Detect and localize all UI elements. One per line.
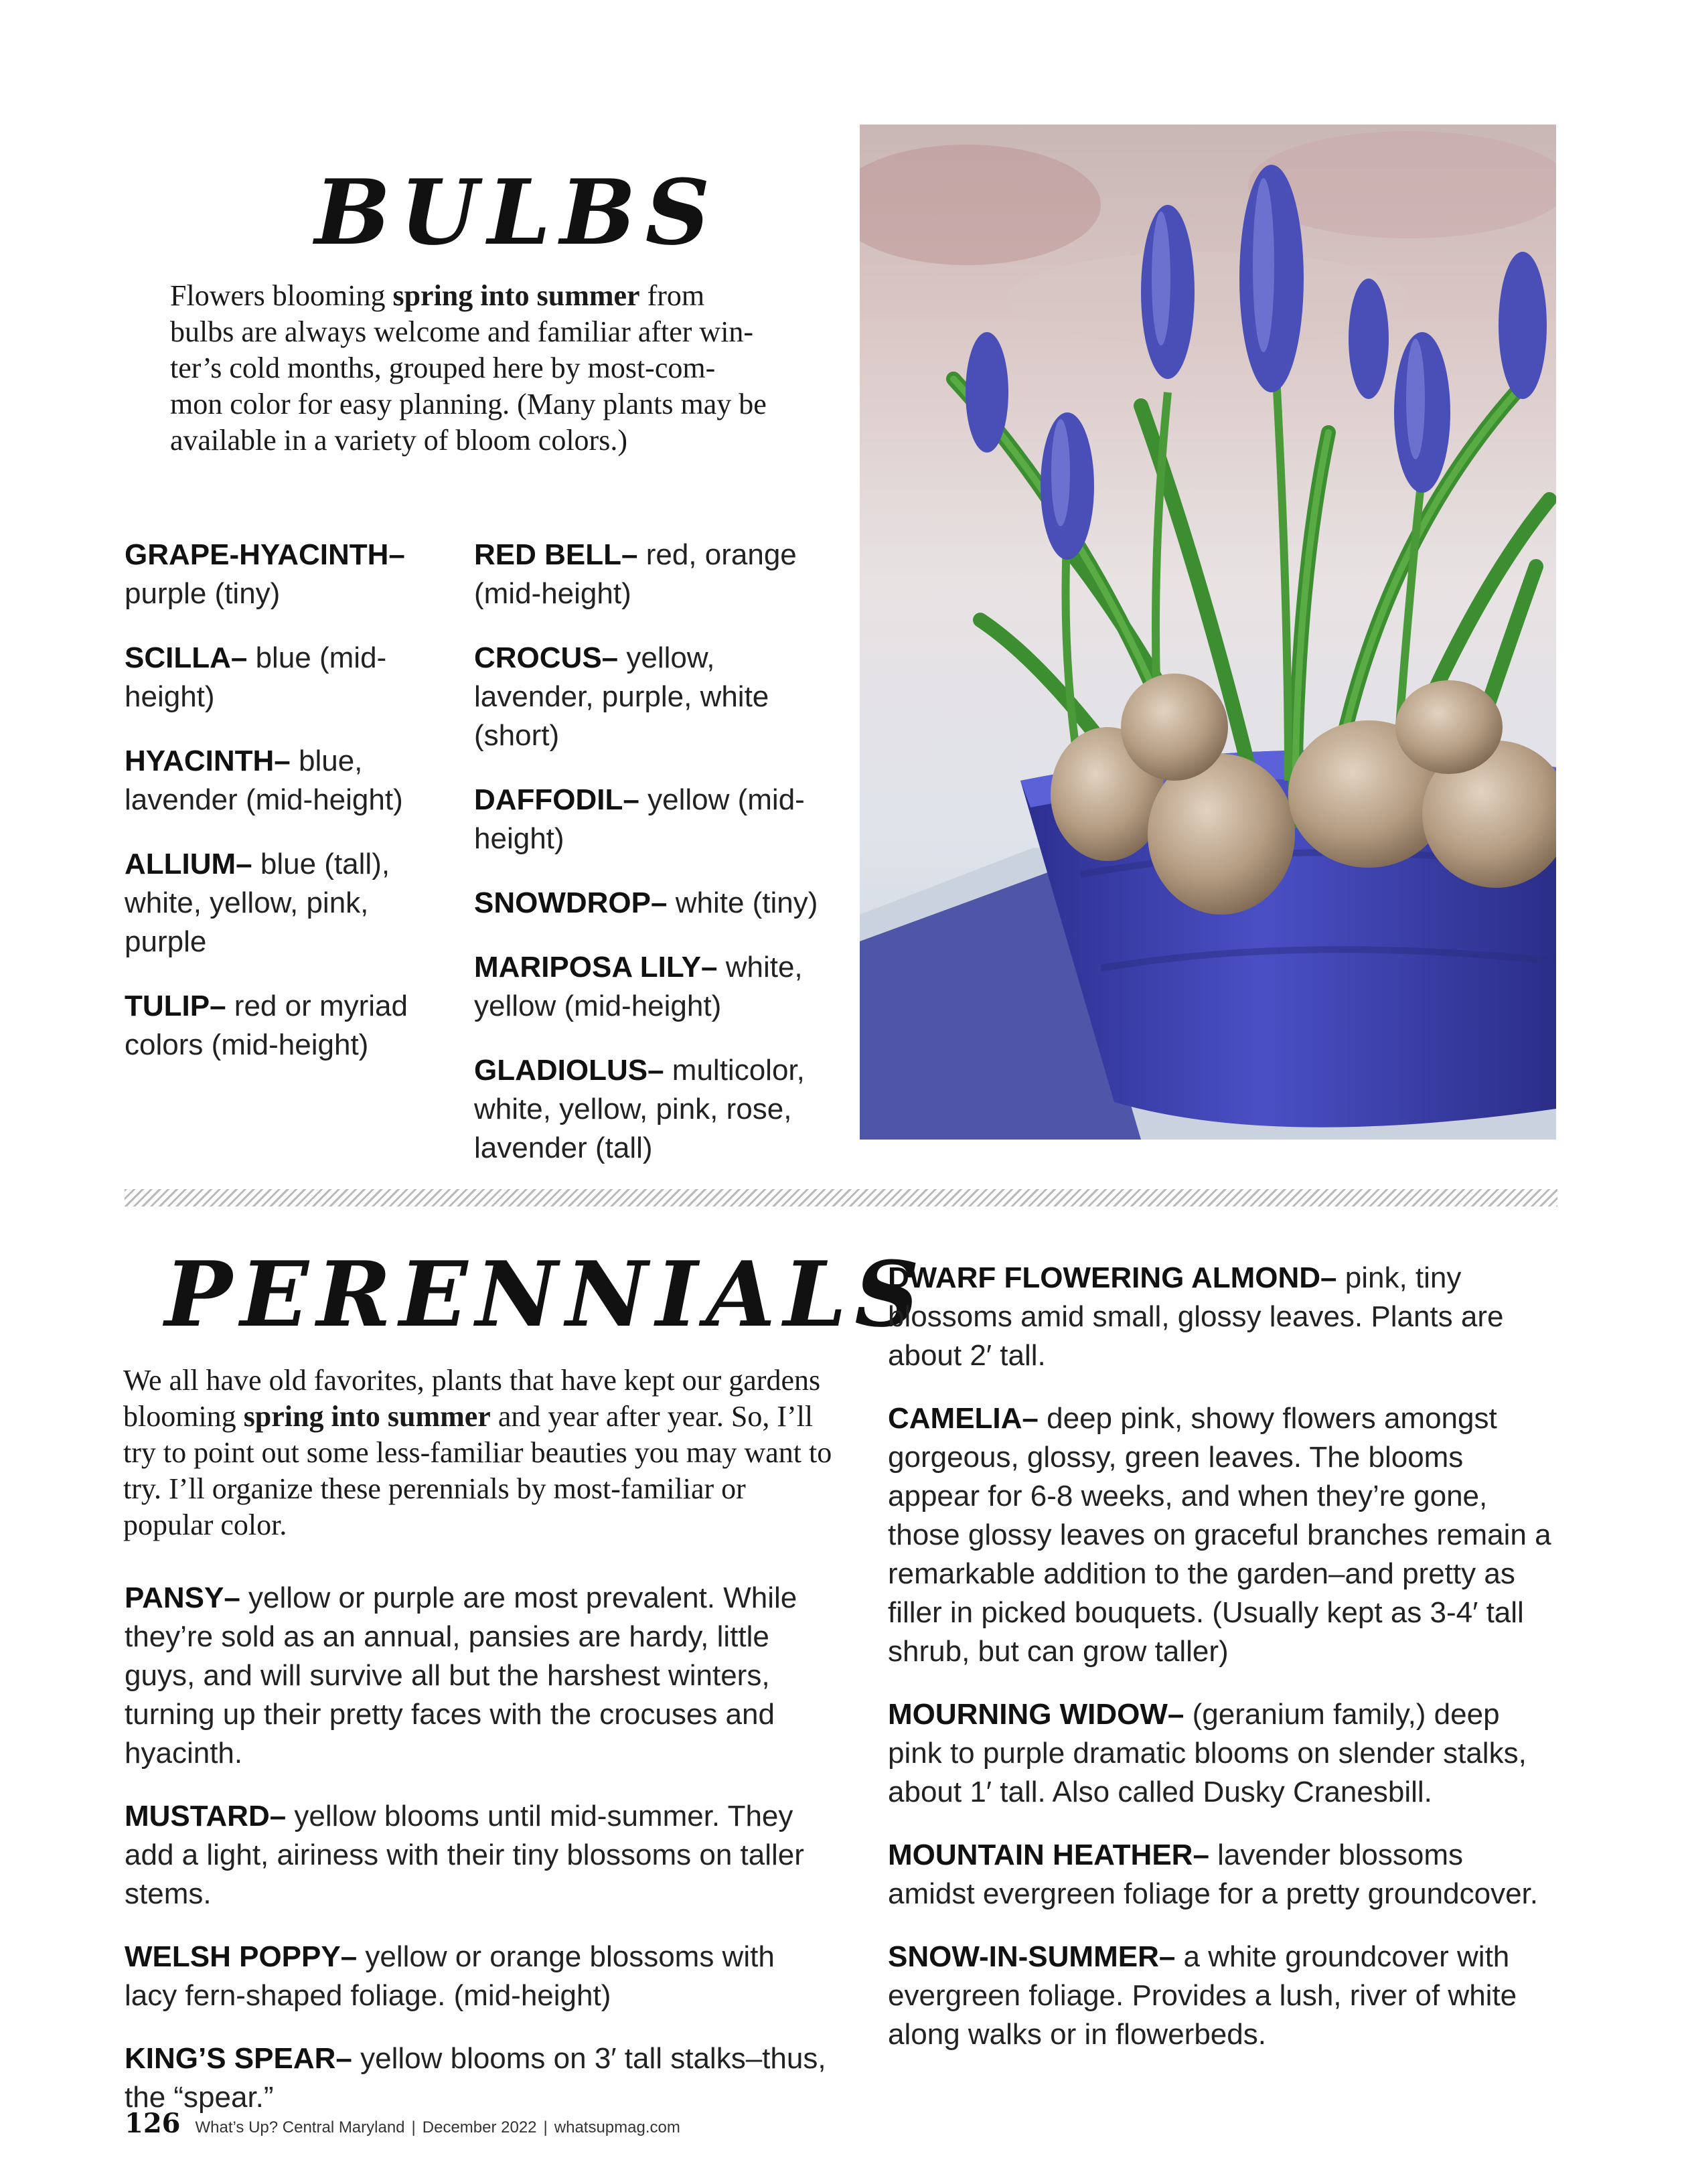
entry-name: MOURNING WIDOW–: [888, 1698, 1184, 1731]
entry-desc: yellow blooms until mid-summer. They add a light, airiness with their tiny blossoms on taller stems.: [125, 1800, 804, 1910]
perennial-entry-snow-in-summer: [888, 1938, 1557, 2054]
perennial-entry-dwarf-flowering-almond: [888, 1259, 1557, 1375]
perennials-intro-bold: spring into summer: [243, 1400, 491, 1433]
entry-desc: (geranium family,) deep pink to purple dramatic blooms on slender stalks, about 1′ tall. Also called Dusky Cranesbill.: [888, 1698, 1527, 1808]
entry-desc: multicolor, white, yellow, pink, rose, lavender (tall): [474, 1054, 805, 1164]
bulbs-list-right: [474, 536, 836, 1193]
entry-name: MOUNTAIN HEATHER–: [888, 1839, 1209, 1871]
website-link[interactable]: whatsupmag.com: [554, 2118, 680, 2136]
entry-desc: pink, tiny blossoms amid small, glossy leaves. Plants are about 2′ tall.: [888, 1261, 1504, 1372]
bulbs-intro-post: from bulbs are always welcome and familiar after win- ter’s cold months, grouped here by most-com- mon color for easy planning. (Many plants may be available in a variety of bloom colors.): [170, 279, 767, 457]
entry-name: MUSTARD–: [125, 1800, 287, 1832]
entry-desc: a white groundcover with evergreen foliage. Provides a lush, river of white along walks or in flowerbeds.: [888, 1940, 1517, 2051]
entry-name: CAMELIA–: [888, 1402, 1039, 1435]
entry-desc: blue (tall), white, yellow, pink, purple: [125, 848, 390, 958]
bulb-entry-red-bell: [474, 536, 836, 613]
bulbs-title: BULBS: [315, 159, 720, 265]
entry-name: SNOWDROP–: [474, 886, 668, 919]
entry-desc: red, orange (mid-height): [474, 538, 797, 610]
entry-desc: white (tiny): [667, 886, 818, 919]
footer-separator: |: [411, 2118, 416, 2136]
entry-name: RED BELL–: [474, 538, 638, 571]
bulb-entry-gladiolus: [474, 1051, 836, 1168]
perennials-list-left: [125, 1579, 834, 2141]
entry-desc: blue (mid-height): [125, 641, 387, 713]
entry-desc: deep pink, showy flowers amongst gorgeous, glossy, green leaves. The blooms appear for 6-8 weeks, and when they’re gone, those glossy leaves on graceful branches remain a remarkable addition to the garden–and pretty as filler in picked bouquets. (Usually kept as 3-4′ tall shrub, but can grow taller): [888, 1402, 1551, 1668]
entry-desc: purple (tiny): [125, 577, 281, 610]
entry-desc: red or myriad colors (mid-height): [125, 990, 408, 1061]
perennial-entry-pansy: [125, 1579, 834, 1773]
entry-name: SNOW-IN-SUMMER–: [888, 1940, 1176, 1973]
bulb-entry-scilla: [125, 639, 433, 716]
bulb-entry-snowdrop: [474, 884, 836, 923]
entry-name: HYACINTH–: [125, 745, 291, 777]
entry-name: WELSH POPPY–: [125, 1940, 358, 1973]
perennials-list-right: [888, 1259, 1557, 2078]
publication-name: What’s Up? Central Maryland: [195, 2118, 405, 2136]
entry-name: DAFFODIL–: [474, 783, 639, 816]
perennial-entry-camelia: [888, 1399, 1557, 1671]
bulb-entry-mariposa-lily: [474, 948, 836, 1026]
perennial-entry-welsh-poppy: [125, 1938, 834, 2015]
footer-separator: |: [543, 2118, 548, 2136]
entry-name: GLADIOLUS–: [474, 1054, 664, 1087]
entry-desc: yellow (mid-height): [474, 783, 805, 855]
entry-name: ALLIUM–: [125, 848, 252, 880]
bulb-entry-allium: [125, 845, 433, 961]
perennial-entry-mourning-widow: [888, 1695, 1557, 1812]
photo-illustration: [860, 125, 1556, 1140]
bulb-entry-tulip: [125, 987, 433, 1065]
entry-name: PANSY–: [125, 1581, 240, 1614]
entry-desc: white, yellow (mid-height): [474, 951, 803, 1022]
perennials-intro-pre: We all have old favorites, plants that have kept our gardens blooming: [123, 1364, 821, 1433]
entry-desc: lavender blossoms amidst evergreen foliage for a pretty groundcover.: [888, 1839, 1538, 1910]
entry-name: SCILLA–: [125, 641, 248, 674]
page-footer: [125, 2108, 680, 2139]
perennials-title: PERENNIALS: [165, 1241, 928, 1347]
perennials-intro-post: and year after year. So, I’ll try to point out some less-familiar beauties you may want to try. I’ll organize these perennials by most-familiar or popular color.: [123, 1400, 832, 1541]
perennials-intro: [123, 1362, 833, 1543]
bulbs-list-left: [125, 536, 433, 1090]
bulbs-intro: [170, 278, 773, 459]
bulb-entry-crocus: [474, 639, 836, 755]
entry-desc: yellow blooms on 3′ tall stalks–thus, the “spear.”: [125, 2042, 826, 2114]
entry-name: DWARF FLOWERING ALMOND–: [888, 1261, 1337, 1294]
hatched-divider: [125, 1189, 1557, 1206]
entry-name: MARIPOSA LILY–: [474, 951, 718, 984]
entry-name: CROCUS–: [474, 641, 619, 674]
perennial-entry-mountain-heather: [888, 1836, 1557, 1914]
bulbs-intro-pre: Flowers blooming: [170, 279, 393, 312]
bulb-entry-daffodil: [474, 781, 836, 858]
bulbs-intro-bold: spring into summer: [392, 279, 640, 312]
entry-desc: yellow, lavender, purple, white (short): [474, 641, 769, 752]
bulb-entry-grape-hyacinth: [125, 536, 433, 613]
grape-hyacinth-photo: [860, 125, 1556, 1140]
page-number: 126: [125, 2108, 181, 2139]
entry-name: KING’S SPEAR–: [125, 2042, 352, 2075]
perennial-entry-kings-spear: [125, 2039, 834, 2117]
entry-name: GRAPE-HYACINTH–: [125, 538, 405, 571]
entry-desc: blue, lavender (mid-height): [125, 745, 403, 816]
issue-date: December 2022: [422, 2118, 537, 2136]
entry-name: TULIP–: [125, 990, 226, 1022]
entry-desc: yellow or purple are most prevalent. While they’re sold as an annual, pansies are hardy, little guys, and will survive all but the harshest winters, turning up their pretty faces with the crocuses and hyacinth.: [125, 1581, 797, 1770]
entry-desc: yellow or orange blossoms with lacy fern-shaped foliage. (mid-height): [125, 1940, 775, 2012]
perennial-entry-mustard: [125, 1797, 834, 1914]
bulb-entry-hyacinth: [125, 742, 433, 820]
